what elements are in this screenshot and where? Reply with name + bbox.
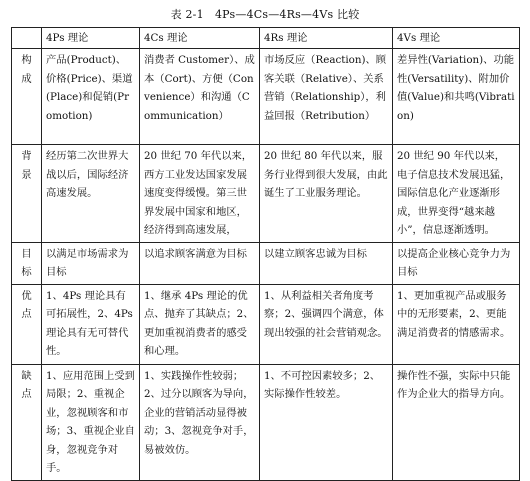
row-label-goal: 目 标 [12, 242, 42, 284]
table-cell: 经历第二次世界大战以后，国际经济高速发展。 [42, 145, 140, 243]
row-label-composition: 构 成 [12, 49, 42, 145]
table-row [12, 49, 520, 145]
table-cell: 以建立顾客忠诚为目标 [260, 242, 393, 284]
header-cell-4vs: 4Vs 理论 [393, 28, 520, 49]
table-cell: 差异性(Variation)、功能性(Versatility)、附加价值(Value)和共鸣(Vibration) [393, 49, 520, 145]
table-row [12, 284, 520, 364]
header-cell-4ps: 4Ps 理论 [42, 28, 140, 49]
table-cell: 以满足市场需求为目标 [42, 242, 140, 284]
comparison-table [11, 27, 520, 481]
row-label-background: 背 景 [12, 145, 42, 243]
table-cell: 消费者 Customer）、成本（Cort)、方便（Convenience）和沟通（Communication） [140, 49, 260, 145]
table-cell: 20 世纪 90 年代以来，电子信息技术发展迅猛，国际信息化产业逐渐形成，世界变得“越来越小”，信息逐渐透明。 [393, 145, 520, 243]
table-cell: 1、继承 4Ps 理论的优点、抛弃了其缺点；2、更加重视消费者的感受和心理。 [140, 284, 260, 364]
table-row [12, 145, 520, 243]
table-row [12, 242, 520, 284]
row-label-disadvantages: 缺 点 [12, 364, 42, 480]
table-cell: 1、从利益相关者角度考察；2、强调四个满意，体现出较强的社会营销观念。 [260, 284, 393, 364]
table-row [12, 364, 520, 480]
table-cell: 1、4Ps 理论具有可拓展性，2、4Ps 理论具有无可替代性。 [42, 284, 140, 364]
table-cell: 以追求顾客满意为目标 [140, 242, 260, 284]
table-cell: 1、实践操作性较弱；2、过分以顾客为导向，企业的营销活动显得被动；3、忽视竞争对手，易被效仿。 [140, 364, 260, 480]
table-cell: 产品(Product)、价格(Price)、渠道(Place)和促销(Promotion) [42, 49, 140, 145]
table-caption: 表 2-1 4Ps—4Cs—4Rs—4Vs 比较 [170, 8, 360, 21]
table-cell: 20 世纪 80 年代以来，服务行业得到很大发展，由此诞生了工业服务理论。 [260, 145, 393, 243]
header-cell-empty [12, 28, 42, 49]
table-cell: 20 世纪 70 年代以来，西方工业发达国家发展速度变得缓慢。第三世界发展中国家和地区，经济得到高速发展， [140, 145, 260, 243]
table-cell: 1、不可控因素较多；2、实际操作性较差。 [260, 364, 393, 480]
row-label-advantages: 优 点 [12, 284, 42, 364]
header-cell-4rs: 4Rs 理论 [260, 28, 393, 49]
table-cell: 以提高企业核心竞争力为目标 [393, 242, 520, 284]
table-cell: 操作性不强，实际中只能作为企业大的指导方向。 [393, 364, 520, 480]
table-cell: 市场反应（Reaction)、顾客关联（Relative）、关系营销（Relationship），利益回报（Retribution） [260, 49, 393, 145]
header-cell-4cs: 4Cs 理论 [140, 28, 260, 49]
table-cell: 1、应用范围上受到局限；2、重视企业，忽视顾客和市场；3、重视企业自身，忽视竞争对手。 [42, 364, 140, 480]
table-header-row [12, 28, 520, 49]
table-cell: 1、更加重视产品或服务中的无形要素，2、更能满足消费者的情感需求。 [393, 284, 520, 364]
